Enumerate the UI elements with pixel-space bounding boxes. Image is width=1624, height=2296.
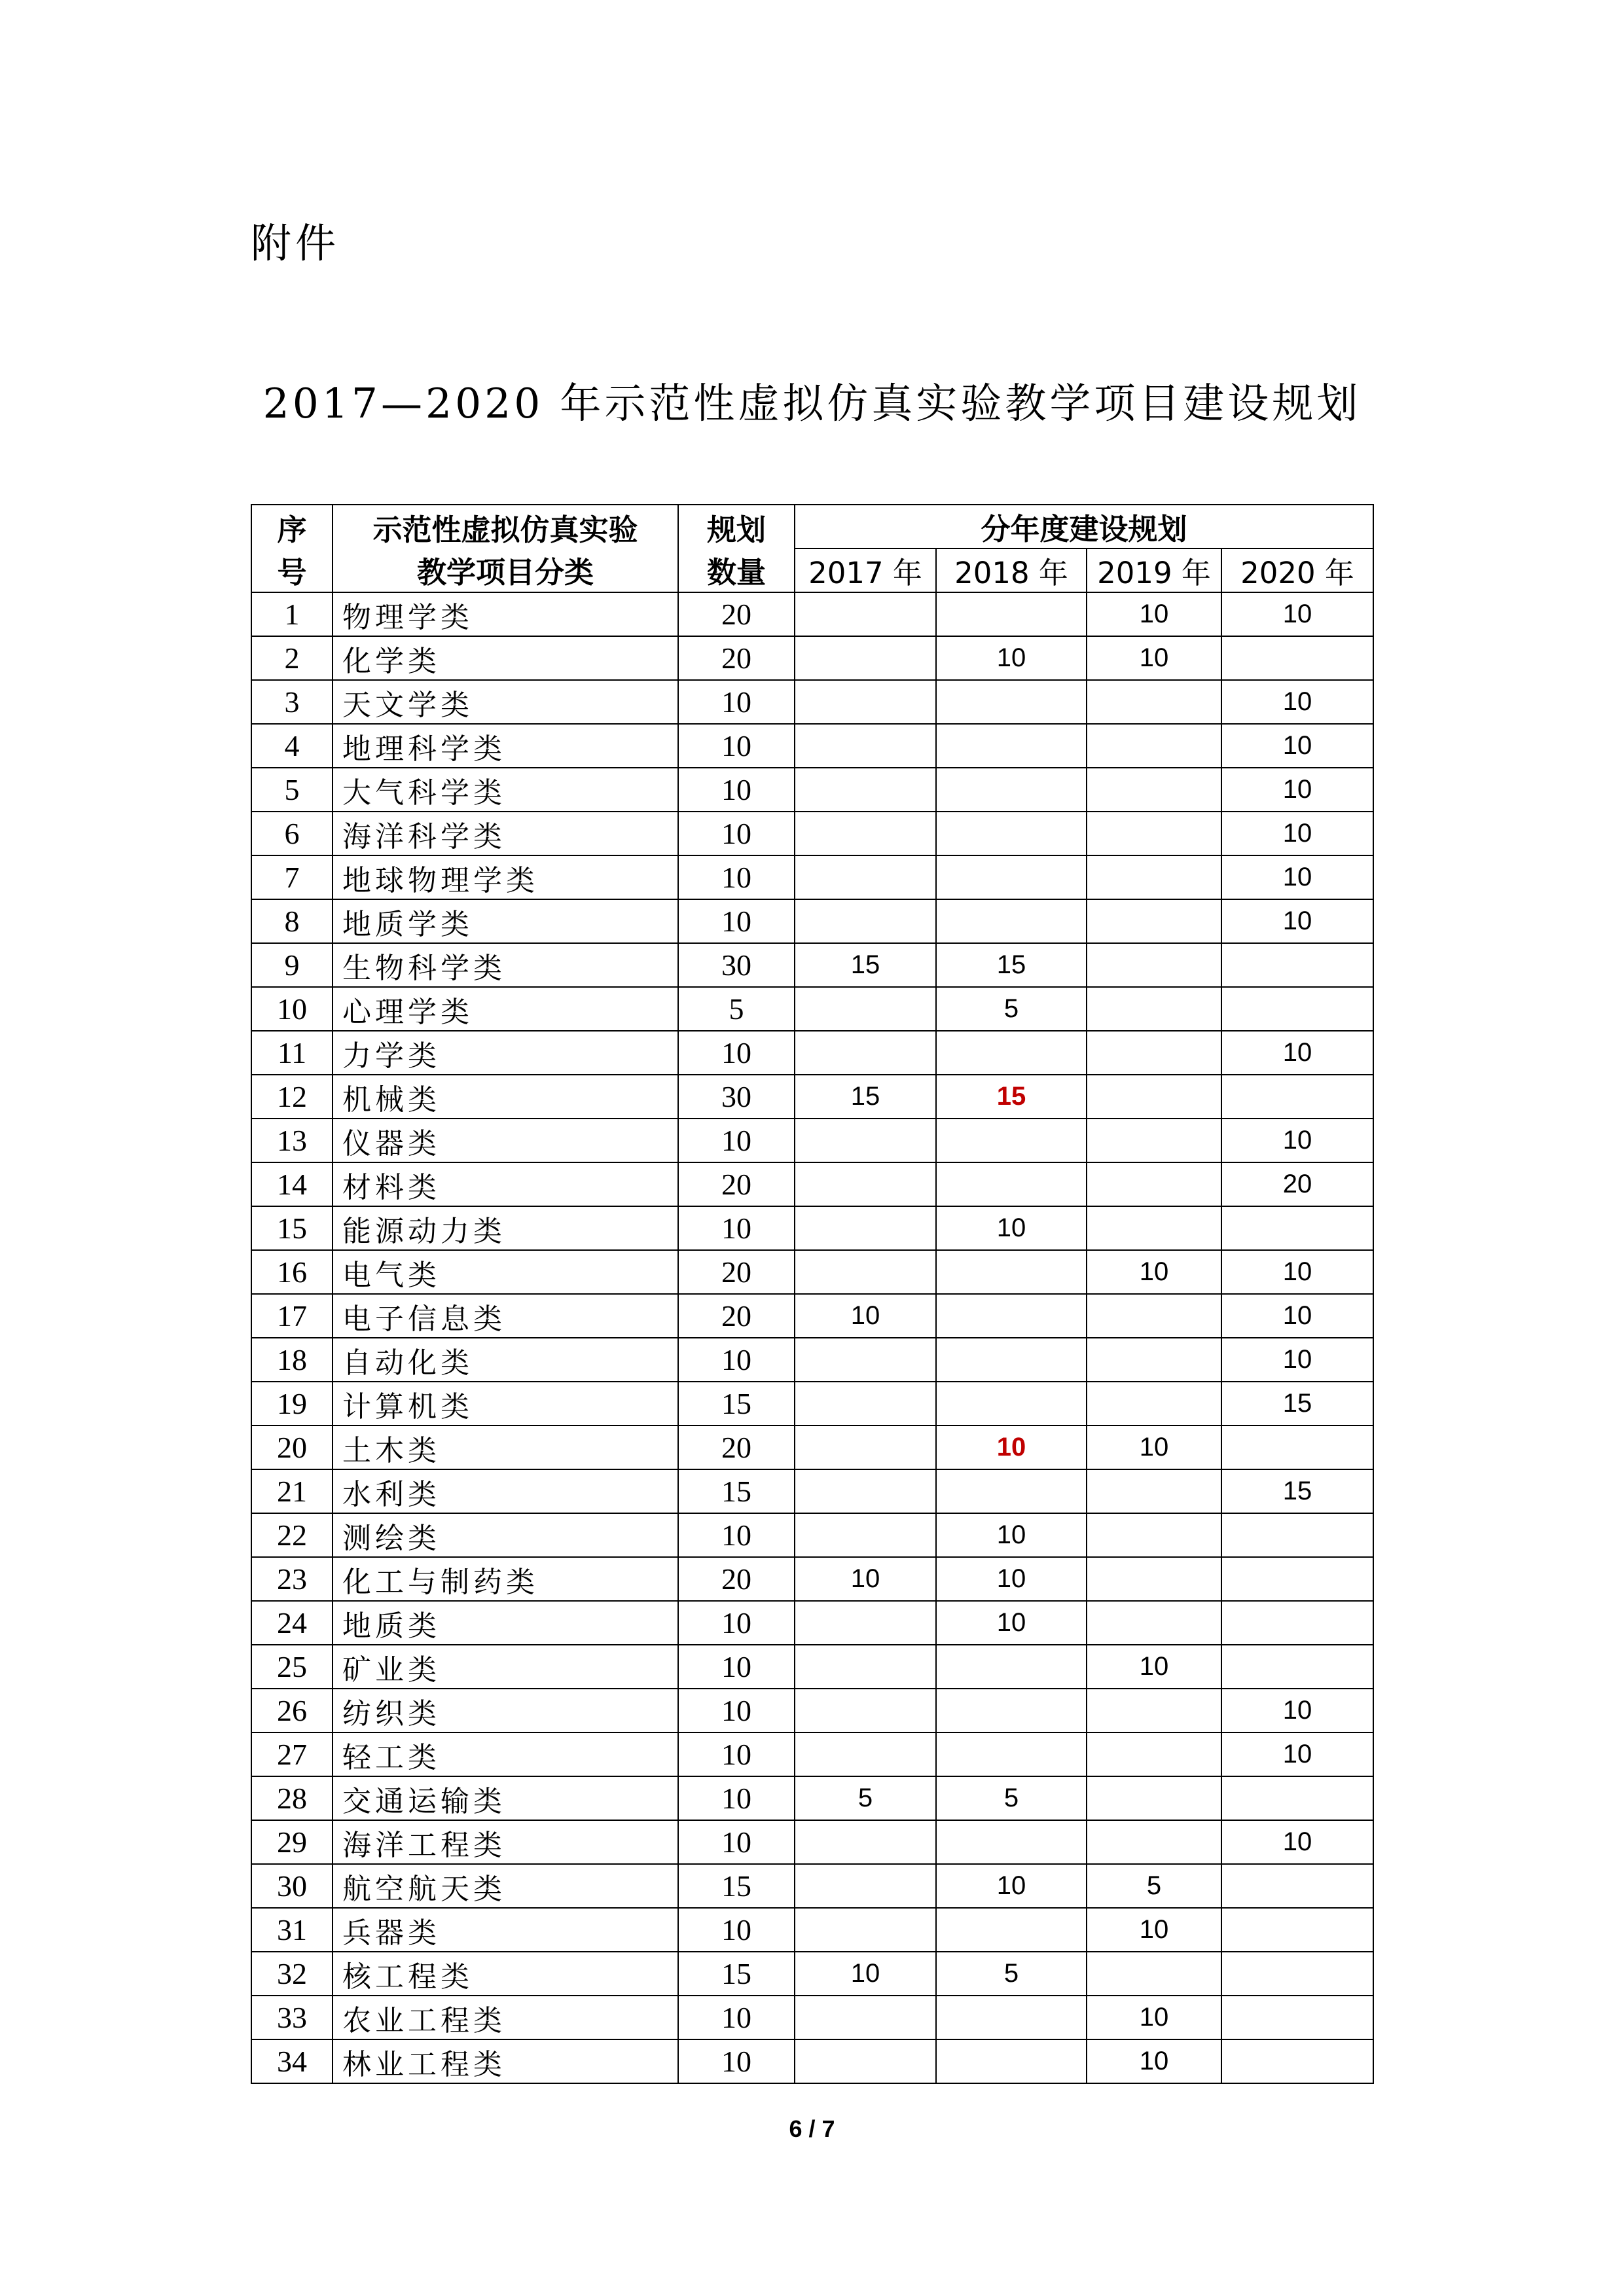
cell-2017 <box>795 724 936 768</box>
cell-quantity: 20 <box>678 1426 795 1469</box>
cell-2019 <box>1087 1820 1221 1864</box>
cell-2019 <box>1087 1689 1221 1732</box>
cell-2020: 10 <box>1221 592 1373 636</box>
cell-category: 心理学类 <box>333 987 678 1031</box>
table-row <box>251 1206 1373 1250</box>
cell-2017 <box>795 1338 936 1382</box>
cell-category: 化学类 <box>333 636 678 680</box>
cell-quantity: 30 <box>678 1075 795 1119</box>
table-row <box>251 855 1373 899</box>
cell-quantity: 10 <box>678 1689 795 1732</box>
cell-2018 <box>936 812 1087 855</box>
cell-quantity: 10 <box>678 2039 795 2083</box>
cell-2017 <box>795 1513 936 1557</box>
cell-index: 1 <box>251 592 333 636</box>
table-row <box>251 1075 1373 1119</box>
cell-2020: 10 <box>1221 1732 1373 1776</box>
cell-2019 <box>1087 899 1221 943</box>
cell-2019: 10 <box>1087 2039 1221 2083</box>
cell-quantity: 30 <box>678 943 795 987</box>
header-year-2020: 2020 年 <box>1221 548 1373 592</box>
cell-quantity: 10 <box>678 1820 795 1864</box>
cell-index: 24 <box>251 1601 333 1645</box>
cell-index: 6 <box>251 812 333 855</box>
cell-2018 <box>936 1689 1087 1732</box>
header-year-2019: 2019 年 <box>1087 548 1221 592</box>
cell-index: 33 <box>251 1996 333 2039</box>
cell-2020 <box>1221 1908 1373 1952</box>
cell-2020 <box>1221 1206 1373 1250</box>
cell-2018: 5 <box>936 1952 1087 1996</box>
cell-2018 <box>936 1119 1087 1162</box>
cell-2019: 10 <box>1087 1908 1221 1952</box>
cell-index: 7 <box>251 855 333 899</box>
cell-quantity: 15 <box>678 1952 795 1996</box>
cell-index: 9 <box>251 943 333 987</box>
cell-2017 <box>795 1426 936 1469</box>
cell-2019 <box>1087 855 1221 899</box>
cell-2017: 15 <box>795 1075 936 1119</box>
cell-index: 26 <box>251 1689 333 1732</box>
cell-quantity: 10 <box>678 680 795 724</box>
cell-2020: 10 <box>1221 768 1373 812</box>
cell-2017 <box>795 1689 936 1732</box>
cell-2020 <box>1221 1426 1373 1469</box>
cell-index: 16 <box>251 1250 333 1294</box>
cell-2018 <box>936 1820 1087 1864</box>
cell-index: 15 <box>251 1206 333 1250</box>
table-row <box>251 636 1373 680</box>
header-category <box>333 505 678 592</box>
cell-category: 纺织类 <box>333 1689 678 1732</box>
cell-quantity: 20 <box>678 1294 795 1338</box>
cell-2020 <box>1221 1952 1373 1996</box>
cell-2018 <box>936 1294 1087 1338</box>
cell-2019 <box>1087 1557 1221 1601</box>
cell-2018: 10 <box>936 1601 1087 1645</box>
cell-category: 地球物理学类 <box>333 855 678 899</box>
cell-2019 <box>1087 1206 1221 1250</box>
cell-2019: 10 <box>1087 592 1221 636</box>
cell-quantity: 10 <box>678 1119 795 1162</box>
cell-quantity: 10 <box>678 1908 795 1952</box>
cell-2019 <box>1087 1294 1221 1338</box>
cell-2017 <box>795 2039 936 2083</box>
cell-category: 核工程类 <box>333 1952 678 1996</box>
cell-index: 23 <box>251 1557 333 1601</box>
header-quantity-line2: 数量 <box>706 555 766 590</box>
cell-2018: 10 <box>936 1557 1087 1601</box>
cell-2019 <box>1087 1513 1221 1557</box>
cell-category: 大气科学类 <box>333 768 678 812</box>
cell-category: 林业工程类 <box>333 2039 678 2083</box>
cell-2017 <box>795 1469 936 1513</box>
table-row <box>251 1601 1373 1645</box>
table-row <box>251 1645 1373 1689</box>
cell-2018 <box>936 2039 1087 2083</box>
cell-2020 <box>1221 2039 1373 2083</box>
cell-index: 31 <box>251 1908 333 1952</box>
cell-2017 <box>795 1601 936 1645</box>
cell-quantity: 15 <box>678 1469 795 1513</box>
cell-index: 25 <box>251 1645 333 1689</box>
cell-2019 <box>1087 680 1221 724</box>
table-row <box>251 1689 1373 1732</box>
table-row <box>251 1250 1373 1294</box>
cell-index: 10 <box>251 987 333 1031</box>
table-row <box>251 943 1373 987</box>
cell-2019 <box>1087 812 1221 855</box>
cell-2018 <box>936 1469 1087 1513</box>
table-row <box>251 1996 1373 2039</box>
cell-index: 27 <box>251 1732 333 1776</box>
annex-label: 附件 <box>251 219 340 267</box>
table-row <box>251 768 1373 812</box>
table-row <box>251 1469 1373 1513</box>
cell-index: 22 <box>251 1513 333 1557</box>
cell-2020 <box>1221 1513 1373 1557</box>
table-row <box>251 1382 1373 1426</box>
header-index-line1: 序 <box>277 512 307 547</box>
cell-2019 <box>1087 1952 1221 1996</box>
cell-2018: 15 <box>936 1075 1087 1119</box>
header-year-2017: 2017 年 <box>795 548 936 592</box>
cell-2017 <box>795 768 936 812</box>
cell-2017: 10 <box>795 1294 936 1338</box>
cell-2019 <box>1087 1601 1221 1645</box>
cell-quantity: 15 <box>678 1382 795 1426</box>
header-yearly-plan: 分年度建设规划 <box>795 505 1373 548</box>
cell-quantity: 20 <box>678 592 795 636</box>
cell-2019: 10 <box>1087 1426 1221 1469</box>
cell-index: 12 <box>251 1075 333 1119</box>
cell-2017 <box>795 1996 936 2039</box>
cell-2017 <box>795 680 936 724</box>
document-title: 2017—2020 年示范性虚拟仿真实验教学项目建设规划 <box>262 380 1362 427</box>
cell-2018 <box>936 1382 1087 1426</box>
table-row <box>251 1952 1373 1996</box>
cell-category: 农业工程类 <box>333 1996 678 2039</box>
cell-category: 轻工类 <box>333 1732 678 1776</box>
cell-2020: 10 <box>1221 1119 1373 1162</box>
cell-2020: 10 <box>1221 1820 1373 1864</box>
cell-index: 5 <box>251 768 333 812</box>
cell-quantity: 10 <box>678 1996 795 2039</box>
cell-category: 航空航天类 <box>333 1864 678 1908</box>
cell-2017 <box>795 1908 936 1952</box>
table-row <box>251 1162 1373 1206</box>
cell-2017 <box>795 636 936 680</box>
header-index <box>251 505 333 592</box>
cell-index: 30 <box>251 1864 333 1908</box>
cell-category: 海洋工程类 <box>333 1820 678 1864</box>
cell-quantity: 10 <box>678 1338 795 1382</box>
cell-quantity: 15 <box>678 1864 795 1908</box>
cell-2019 <box>1087 1469 1221 1513</box>
table-row <box>251 1557 1373 1601</box>
table-row <box>251 1820 1373 1864</box>
cell-2018 <box>936 899 1087 943</box>
cell-2020: 10 <box>1221 855 1373 899</box>
header-category-line1: 示范性虚拟仿真实验 <box>372 512 638 547</box>
cell-category: 兵器类 <box>333 1908 678 1952</box>
table-row <box>251 1119 1373 1162</box>
cell-2020 <box>1221 1557 1373 1601</box>
cell-index: 8 <box>251 899 333 943</box>
cell-index: 2 <box>251 636 333 680</box>
cell-quantity: 10 <box>678 724 795 768</box>
cell-2019: 10 <box>1087 1250 1221 1294</box>
cell-2020 <box>1221 1601 1373 1645</box>
table-row <box>251 2039 1373 2083</box>
cell-2018 <box>936 768 1087 812</box>
table-row <box>251 1513 1373 1557</box>
cell-2019: 10 <box>1087 1645 1221 1689</box>
table-header <box>251 505 1373 592</box>
cell-quantity: 10 <box>678 768 795 812</box>
cell-category: 生物科学类 <box>333 943 678 987</box>
cell-quantity: 10 <box>678 1732 795 1776</box>
cell-quantity: 20 <box>678 1557 795 1601</box>
cell-2019 <box>1087 1732 1221 1776</box>
cell-2017 <box>795 899 936 943</box>
header-quantity <box>678 505 795 592</box>
cell-2018 <box>936 1996 1087 2039</box>
cell-quantity: 20 <box>678 1162 795 1206</box>
cell-index: 19 <box>251 1382 333 1426</box>
cell-2018 <box>936 855 1087 899</box>
cell-category: 地质学类 <box>333 899 678 943</box>
table-row <box>251 724 1373 768</box>
cell-quantity: 10 <box>678 812 795 855</box>
cell-2020: 10 <box>1221 1250 1373 1294</box>
cell-2017 <box>795 1162 936 1206</box>
cell-category: 交通运输类 <box>333 1776 678 1820</box>
cell-2020 <box>1221 1996 1373 2039</box>
cell-index: 4 <box>251 724 333 768</box>
cell-2018 <box>936 1162 1087 1206</box>
cell-2017 <box>795 1382 936 1426</box>
cell-2017 <box>795 1119 936 1162</box>
cell-category: 天文学类 <box>333 680 678 724</box>
table-row <box>251 899 1373 943</box>
table-row <box>251 987 1373 1031</box>
cell-category: 材料类 <box>333 1162 678 1206</box>
cell-2017 <box>795 592 936 636</box>
cell-2019 <box>1087 768 1221 812</box>
cell-index: 18 <box>251 1338 333 1382</box>
cell-2018 <box>936 1908 1087 1952</box>
cell-2020 <box>1221 636 1373 680</box>
cell-quantity: 10 <box>678 899 795 943</box>
cell-index: 13 <box>251 1119 333 1162</box>
cell-2017 <box>795 987 936 1031</box>
cell-2020 <box>1221 943 1373 987</box>
cell-quantity: 20 <box>678 1250 795 1294</box>
table-row <box>251 1338 1373 1382</box>
page-number: 6 / 7 <box>789 2115 835 2142</box>
cell-2019: 10 <box>1087 636 1221 680</box>
header-quantity-line1: 规划 <box>706 512 766 547</box>
cell-index: 17 <box>251 1294 333 1338</box>
table-row <box>251 1776 1373 1820</box>
cell-2020: 10 <box>1221 1338 1373 1382</box>
cell-category: 计算机类 <box>333 1382 678 1426</box>
cell-2020 <box>1221 1075 1373 1119</box>
cell-index: 29 <box>251 1820 333 1864</box>
cell-category: 仪器类 <box>333 1119 678 1162</box>
cell-2017: 10 <box>795 1952 936 1996</box>
cell-2017 <box>795 855 936 899</box>
cell-2020: 10 <box>1221 724 1373 768</box>
cell-category: 水利类 <box>333 1469 678 1513</box>
cell-category: 自动化类 <box>333 1338 678 1382</box>
cell-2018 <box>936 1338 1087 1382</box>
cell-2018: 10 <box>936 636 1087 680</box>
cell-2018 <box>936 1645 1087 1689</box>
cell-2019 <box>1087 943 1221 987</box>
cell-quantity: 10 <box>678 1776 795 1820</box>
cell-2020: 10 <box>1221 1031 1373 1075</box>
cell-2020: 10 <box>1221 1689 1373 1732</box>
cell-2018 <box>936 1250 1087 1294</box>
construction-plan-table <box>251 504 1374 2084</box>
cell-2020 <box>1221 1864 1373 1908</box>
cell-2017 <box>795 1864 936 1908</box>
cell-category: 电子信息类 <box>333 1294 678 1338</box>
cell-category: 机械类 <box>333 1075 678 1119</box>
cell-2020: 10 <box>1221 899 1373 943</box>
cell-2017 <box>795 1031 936 1075</box>
cell-2018 <box>936 1031 1087 1075</box>
cell-index: 20 <box>251 1426 333 1469</box>
cell-2018: 5 <box>936 1776 1087 1820</box>
cell-quantity: 20 <box>678 636 795 680</box>
cell-2019 <box>1087 724 1221 768</box>
cell-2019 <box>1087 1162 1221 1206</box>
cell-category: 地质类 <box>333 1601 678 1645</box>
header-year-2018: 2018 年 <box>936 548 1087 592</box>
cell-2018: 10 <box>936 1513 1087 1557</box>
cell-2020: 10 <box>1221 812 1373 855</box>
cell-2019 <box>1087 1119 1221 1162</box>
cell-category: 地理科学类 <box>333 724 678 768</box>
table-row <box>251 592 1373 636</box>
cell-category: 电气类 <box>333 1250 678 1294</box>
table-row <box>251 1732 1373 1776</box>
cell-2017 <box>795 812 936 855</box>
cell-2019: 10 <box>1087 1996 1221 2039</box>
cell-2019 <box>1087 1075 1221 1119</box>
cell-2019 <box>1087 1382 1221 1426</box>
cell-2018 <box>936 592 1087 636</box>
cell-2018 <box>936 1732 1087 1776</box>
cell-category: 力学类 <box>333 1031 678 1075</box>
cell-2017: 5 <box>795 1776 936 1820</box>
cell-2017: 15 <box>795 943 936 987</box>
cell-2019 <box>1087 1338 1221 1382</box>
cell-2019 <box>1087 1776 1221 1820</box>
cell-2020: 15 <box>1221 1382 1373 1426</box>
cell-index: 28 <box>251 1776 333 1820</box>
table-row <box>251 1031 1373 1075</box>
cell-2018: 10 <box>936 1864 1087 1908</box>
cell-2018 <box>936 724 1087 768</box>
cell-2017 <box>795 1206 936 1250</box>
cell-category: 矿业类 <box>333 1645 678 1689</box>
cell-category: 土木类 <box>333 1426 678 1469</box>
cell-category: 能源动力类 <box>333 1206 678 1250</box>
cell-quantity: 10 <box>678 1031 795 1075</box>
cell-index: 11 <box>251 1031 333 1075</box>
table-row <box>251 1294 1373 1338</box>
cell-quantity: 10 <box>678 855 795 899</box>
cell-2017 <box>795 1732 936 1776</box>
cell-category: 海洋科学类 <box>333 812 678 855</box>
table-row <box>251 1426 1373 1469</box>
cell-2019 <box>1087 1031 1221 1075</box>
cell-2020: 10 <box>1221 1294 1373 1338</box>
cell-2020: 15 <box>1221 1469 1373 1513</box>
cell-category: 测绘类 <box>333 1513 678 1557</box>
cell-2020 <box>1221 1776 1373 1820</box>
table-row <box>251 1864 1373 1908</box>
table-row <box>251 1908 1373 1952</box>
cell-2018: 5 <box>936 987 1087 1031</box>
cell-index: 14 <box>251 1162 333 1206</box>
cell-index: 3 <box>251 680 333 724</box>
cell-quantity: 10 <box>678 1513 795 1557</box>
table-body <box>251 592 1373 2083</box>
header-category-line2: 教学项目分类 <box>416 555 594 590</box>
cell-2018: 15 <box>936 943 1087 987</box>
cell-index: 32 <box>251 1952 333 1996</box>
cell-2019 <box>1087 987 1221 1031</box>
header-index-line2: 号 <box>277 555 307 590</box>
cell-index: 21 <box>251 1469 333 1513</box>
cell-quantity: 10 <box>678 1601 795 1645</box>
cell-quantity: 5 <box>678 987 795 1031</box>
cell-category: 化工与制药类 <box>333 1557 678 1601</box>
cell-2017: 10 <box>795 1557 936 1601</box>
cell-2017 <box>795 1250 936 1294</box>
table-row <box>251 680 1373 724</box>
cell-2020: 20 <box>1221 1162 1373 1206</box>
cell-quantity: 10 <box>678 1645 795 1689</box>
cell-index: 34 <box>251 2039 333 2083</box>
cell-2020: 10 <box>1221 680 1373 724</box>
table-row <box>251 812 1373 855</box>
cell-2020 <box>1221 1645 1373 1689</box>
cell-2018: 10 <box>936 1206 1087 1250</box>
cell-2017 <box>795 1645 936 1689</box>
cell-2018 <box>936 680 1087 724</box>
cell-2019: 5 <box>1087 1864 1221 1908</box>
cell-quantity: 10 <box>678 1206 795 1250</box>
cell-2018: 10 <box>936 1426 1087 1469</box>
cell-2017 <box>795 1820 936 1864</box>
cell-category: 物理学类 <box>333 592 678 636</box>
cell-2020 <box>1221 987 1373 1031</box>
